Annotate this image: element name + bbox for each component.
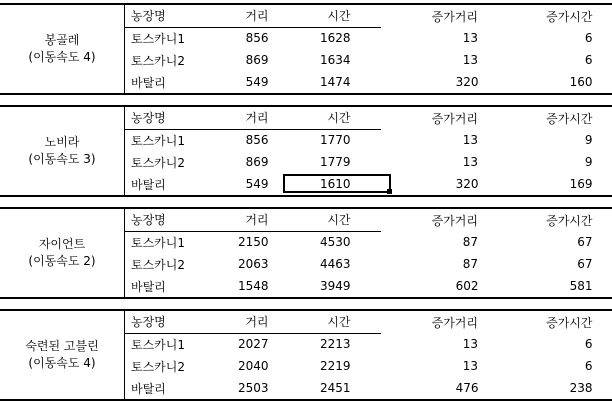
column-header: 시간	[283, 107, 381, 129]
column-header: 증가거리	[431, 9, 478, 24]
block-label-speed: (이동속도 4)	[28, 50, 96, 64]
table-row	[125, 151, 612, 173]
block-label-name: 노비라	[44, 135, 80, 149]
cell-distance: 2063	[237, 257, 269, 271]
table-header-row	[125, 107, 612, 129]
block-gap	[0, 197, 612, 207]
data-block	[0, 207, 612, 299]
column-header: 증가시간	[546, 213, 593, 228]
data-block	[0, 105, 612, 197]
cell-name: 토스카니2	[125, 355, 215, 377]
table-header-row	[125, 311, 612, 333]
block-label-name: 봉골레	[44, 33, 80, 47]
cell-name: 바탈리	[125, 275, 215, 297]
cell-distance: 1548	[237, 279, 269, 293]
cell-add-time: 67	[577, 235, 593, 249]
column-header: 시간	[283, 209, 381, 231]
data-block	[0, 309, 612, 401]
cell-add-distance: 13	[462, 337, 478, 351]
table-header-row	[125, 209, 612, 231]
block-gap	[0, 95, 612, 105]
cell-time: 4530	[319, 235, 351, 250]
table-row	[125, 173, 612, 195]
cell-time: 1628	[319, 31, 351, 46]
column-header: 증가거리	[431, 111, 478, 126]
block-table	[124, 5, 612, 93]
cell-distance: 869	[245, 155, 269, 169]
cell-add-time: 67	[577, 257, 593, 271]
cell-add-distance: 13	[462, 53, 478, 67]
cell-add-distance: 87	[462, 235, 478, 249]
cell-time: 1474	[319, 75, 351, 89]
cell-add-time: 169	[569, 177, 593, 191]
cell-add-distance: 13	[462, 31, 478, 45]
column-header: 시간	[283, 311, 381, 333]
block-label	[0, 5, 124, 93]
table-row	[125, 129, 612, 151]
column-header: 시간	[283, 5, 381, 27]
blocks-container	[0, 3, 612, 401]
cell-add-distance: 13	[462, 359, 478, 373]
cell-distance: 2150	[237, 235, 269, 250]
cell-time: 1779	[319, 155, 351, 169]
cell-add-time: 9	[584, 155, 593, 169]
table-row	[125, 71, 612, 93]
cell-distance: 856	[245, 133, 269, 148]
cell-distance: 869	[245, 53, 269, 67]
cell-add-time: 238	[569, 381, 593, 395]
cell-add-distance: 13	[462, 155, 478, 169]
block-table	[124, 107, 612, 195]
cell-time: 1770	[319, 133, 351, 148]
cell-distance: 2503	[237, 381, 269, 395]
cell-distance: 549	[245, 75, 269, 89]
table-row	[125, 27, 612, 49]
cell-name: 토스카니1	[125, 27, 215, 49]
column-header: 증가시간	[546, 111, 593, 126]
cell-add-distance: 320	[455, 75, 479, 89]
cell-add-distance: 320	[455, 177, 479, 191]
cell-distance: 2040	[237, 359, 269, 373]
cell-time: 2213	[319, 337, 351, 352]
block-gap	[0, 299, 612, 309]
cell-name: 토스카니1	[125, 129, 215, 151]
cell-time: 2451	[319, 381, 351, 395]
cell-add-time: 581	[569, 279, 593, 293]
cell-add-time: 6	[584, 359, 593, 373]
cell-value: 1610	[319, 177, 351, 191]
block-label-speed: (이동속도 3)	[28, 152, 96, 166]
cell-add-time: 160	[569, 75, 593, 89]
cell-name: 바탈리	[125, 377, 215, 399]
column-header: 농장명	[125, 311, 215, 333]
cell-time: 1634	[319, 53, 351, 67]
cell-name: 토스카니1	[125, 333, 215, 355]
column-header: 농장명	[125, 209, 215, 231]
column-header: 증가거리	[431, 315, 478, 330]
block-label-speed: (이동속도 2)	[28, 254, 96, 268]
block-table	[124, 311, 612, 399]
column-header: 증가시간	[546, 315, 593, 330]
cell-add-time: 6	[584, 53, 593, 67]
cell-time	[283, 173, 381, 195]
block-label-speed: (이동속도 4)	[28, 356, 96, 370]
table-row	[125, 49, 612, 71]
cell-time: 3949	[319, 279, 351, 293]
column-header: 거리	[215, 107, 283, 129]
cell-add-distance: 602	[455, 279, 479, 293]
cell-name: 토스카니2	[125, 151, 215, 173]
block-label	[0, 107, 124, 195]
cell-add-time: 6	[584, 337, 593, 351]
cell-name: 토스카니2	[125, 49, 215, 71]
cell-add-distance: 87	[462, 257, 478, 271]
column-header: 거리	[215, 5, 283, 27]
cell-distance: 549	[245, 177, 269, 191]
column-header: 증가거리	[431, 213, 478, 228]
column-header: 거리	[215, 311, 283, 333]
cell-name: 바탈리	[125, 71, 215, 93]
table-row	[125, 377, 612, 399]
cell-name: 토스카니2	[125, 253, 215, 275]
column-header: 증가시간	[546, 9, 593, 24]
cell-distance: 856	[245, 31, 269, 46]
cell-name: 토스카니1	[125, 231, 215, 253]
cell-add-distance: 13	[462, 133, 478, 147]
cell-add-distance: 476	[455, 381, 479, 395]
block-label-name: 숙련된 고블린	[25, 339, 99, 353]
cell-name: 바탈리	[125, 173, 215, 195]
column-header: 농장명	[125, 5, 215, 27]
cell-time: 4463	[319, 257, 351, 271]
column-header: 농장명	[125, 107, 215, 129]
table-row	[125, 253, 612, 275]
cell-distance: 2027	[237, 337, 269, 352]
cell-add-time: 6	[584, 31, 593, 45]
data-block	[0, 3, 612, 95]
table-header-row	[125, 5, 612, 27]
table-row	[125, 333, 612, 355]
block-table	[124, 209, 612, 297]
block-label	[0, 209, 124, 297]
cell-add-time: 9	[584, 133, 593, 147]
block-label-name: 자이언트	[38, 237, 86, 251]
table-row	[125, 231, 612, 253]
column-header: 거리	[215, 209, 283, 231]
cell-time: 2219	[319, 359, 351, 373]
block-label	[0, 311, 124, 399]
table-row	[125, 275, 612, 297]
table-row	[125, 355, 612, 377]
